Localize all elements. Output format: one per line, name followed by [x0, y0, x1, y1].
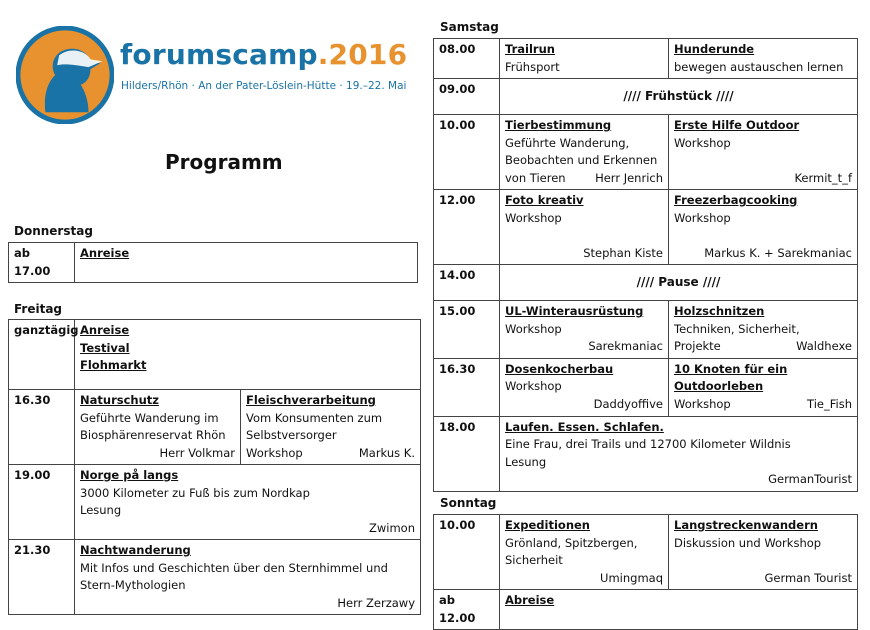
- event-desc: Selbstversorger: [246, 428, 337, 442]
- event-cell: [75, 390, 241, 465]
- event-desc: Frühsport: [505, 59, 560, 74]
- day-label-freitag: Freitag: [14, 302, 63, 316]
- break-cell: //// Pause ////: [500, 265, 858, 301]
- event-title: Trailrun: [505, 42, 555, 56]
- event-host: Herr Volkmar: [159, 445, 235, 460]
- event-title: Abreise: [505, 593, 555, 607]
- event-title: Expeditionen: [505, 518, 590, 532]
- time-cell: 10.00: [434, 115, 500, 190]
- event-title: Tierbestimmung: [505, 118, 612, 132]
- table-row: [434, 39, 858, 79]
- event-cell: [75, 465, 421, 540]
- event-desc: Workshop: [505, 321, 562, 336]
- time-cell: 09.00: [434, 79, 500, 115]
- event-desc: Mit Infos und Geschichten über den Sternhimmel und: [80, 560, 388, 575]
- event-desc: Grönland, Spitzbergen,: [505, 535, 638, 550]
- table-row: [434, 301, 858, 359]
- event-desc: Workshop: [246, 445, 303, 460]
- schedule-samstag: [433, 38, 858, 492]
- event-cell: [500, 115, 669, 190]
- event-desc: Workshop: [674, 135, 731, 150]
- event-cell: [500, 515, 669, 590]
- event-host: GermanTourist: [768, 472, 852, 486]
- event-cell: [669, 190, 858, 265]
- table-row: [434, 265, 858, 301]
- event-cell: [75, 320, 421, 390]
- table-row: [9, 540, 421, 615]
- table-row: [434, 79, 858, 115]
- table-row: [9, 390, 421, 465]
- time-cell: ganztägig: [9, 320, 75, 390]
- table-row: [434, 115, 858, 190]
- event-desc: 3000 Kilometer zu Fuß bis zum Nordkap: [80, 485, 310, 500]
- event-desc: Vom Konsumenten zum: [246, 410, 383, 425]
- time-cell: ab 17.00: [9, 243, 75, 283]
- event-desc: Techniken, Sicherheit,: [674, 321, 800, 336]
- event-cell: [500, 358, 669, 416]
- event-desc: Lesung: [505, 454, 547, 469]
- event-title: Norge på langs: [80, 468, 179, 482]
- time-cell: 08.00: [434, 39, 500, 79]
- event-cell: [669, 358, 858, 416]
- event-title: Langstreckenwandern: [674, 518, 818, 532]
- event-desc: Workshop: [674, 210, 731, 225]
- event-cell: [500, 301, 669, 359]
- event-desc: Lesung: [80, 503, 122, 517]
- event-desc: Beobachten und Erkennen: [505, 153, 658, 167]
- time-cell: 10.00: [434, 515, 500, 590]
- table-row: [434, 190, 858, 265]
- table-row: [434, 416, 858, 491]
- event-desc: Sicherheit: [505, 553, 563, 567]
- event-title: Freezerbagcooking: [674, 193, 798, 207]
- table-row: [9, 320, 421, 390]
- day-label-sonntag: Sonntag: [440, 496, 497, 510]
- event-cell: [669, 39, 858, 79]
- event-host: Herr Zerzawy: [337, 595, 415, 610]
- event-desc: Geführte Wanderung,: [505, 135, 630, 150]
- event-cell: [500, 190, 669, 265]
- event-title: Naturschutz: [80, 393, 159, 407]
- logo-wordmark: forumscamp.2016: [120, 38, 408, 71]
- time-cell: 16.30: [9, 390, 75, 465]
- event-host: Kermit_t_f: [794, 170, 852, 185]
- event-title: Laufen. Essen. Schlafen.: [505, 419, 664, 434]
- event-host: Stephan Kiste: [583, 245, 663, 260]
- event-title: Hunderunde: [674, 42, 755, 56]
- event-title: Erste Hilfe Outdoor: [674, 118, 800, 132]
- event-title: Fleischverarbeitung: [246, 393, 376, 407]
- event-title: UL-Winterausrüstung: [505, 304, 644, 318]
- time-cell: 15.00: [434, 301, 500, 359]
- event-desc: Eine Frau, drei Trails und 12700 Kilometer Wildnis: [505, 437, 791, 451]
- table-row: [434, 515, 858, 590]
- schedule-freitag: [8, 319, 421, 615]
- day-label-samstag: Samstag: [440, 20, 499, 34]
- event-desc: Workshop: [505, 379, 562, 393]
- logo-subtitle: Hilders/Rhön · An der Pater-Löslein-Hütte · 19.–22. Mai: [121, 80, 407, 92]
- event-title: Outdoorleben: [674, 379, 764, 393]
- event-cell: [669, 515, 858, 590]
- event-desc: Biosphärenreservat Rhön: [80, 428, 226, 442]
- event-title: Anreise: [80, 323, 130, 337]
- time-cell: 12.00: [434, 190, 500, 265]
- event-title: Holzschnitzen: [674, 304, 765, 318]
- event-cell: [669, 115, 858, 190]
- day-label-donnerstag: Donnerstag: [14, 224, 93, 238]
- time-cell: 19.00: [9, 465, 75, 540]
- event-cell: [500, 39, 669, 79]
- time-cell: 18.00: [434, 416, 500, 491]
- event-host: Zwimon: [368, 520, 415, 535]
- event-cell: [75, 243, 418, 283]
- event-desc: bewegen austauschen lernen: [674, 59, 844, 74]
- table-row: [9, 465, 421, 540]
- event-title: Testival: [80, 340, 130, 355]
- event-host: Daddyoffive: [593, 396, 663, 411]
- event-desc: von Tieren: [505, 170, 566, 185]
- break-cell: //// Frühstück ////: [500, 79, 858, 115]
- event-host: Markus K. + Sarekmaniac: [704, 245, 852, 260]
- event-title: Dosenkocherbau: [505, 361, 614, 376]
- event-host: Umingmaq: [600, 570, 663, 585]
- event-title: Anreise: [80, 246, 130, 260]
- event-desc: Diskussion und Workshop: [674, 535, 822, 550]
- event-title: Flohmarkt: [80, 358, 147, 372]
- table-row: [434, 358, 858, 416]
- event-title: Foto kreativ: [505, 193, 584, 207]
- event-host: Herr Jenrich: [595, 170, 663, 185]
- event-title: 10 Knoten für ein: [674, 361, 788, 376]
- event-host: Markus K.: [358, 445, 415, 460]
- event-desc: Geführte Wanderung im: [80, 410, 219, 425]
- event-cell: [241, 390, 421, 465]
- table-row: [434, 590, 858, 630]
- event-cell: [500, 590, 858, 630]
- event-cell: [500, 416, 858, 491]
- event-host: Waldhexe: [796, 339, 852, 353]
- schedule-donnerstag: [8, 242, 418, 283]
- event-title: Nachtwanderung: [80, 543, 191, 557]
- event-cell: [669, 301, 858, 359]
- event-cell: [75, 540, 421, 615]
- time-cell: 14.00: [434, 265, 500, 301]
- time-cell: 16.30: [434, 358, 500, 416]
- time-cell: 21.30: [9, 540, 75, 615]
- camp-logo-icon: [16, 26, 114, 124]
- time-cell: ab 12.00: [434, 590, 500, 630]
- table-row: [9, 243, 418, 283]
- event-host: German Tourist: [764, 570, 852, 585]
- page-title: Programm: [165, 150, 283, 174]
- schedule-sonntag: [433, 514, 858, 630]
- event-desc: Stern-Mythologien: [80, 578, 186, 592]
- event-desc: Projekte: [674, 339, 721, 353]
- event-desc: Workshop: [505, 210, 562, 225]
- event-host: Sarekmaniac: [588, 339, 663, 353]
- event-desc: Workshop: [674, 396, 731, 411]
- event-host: Tie_Fish: [807, 396, 852, 411]
